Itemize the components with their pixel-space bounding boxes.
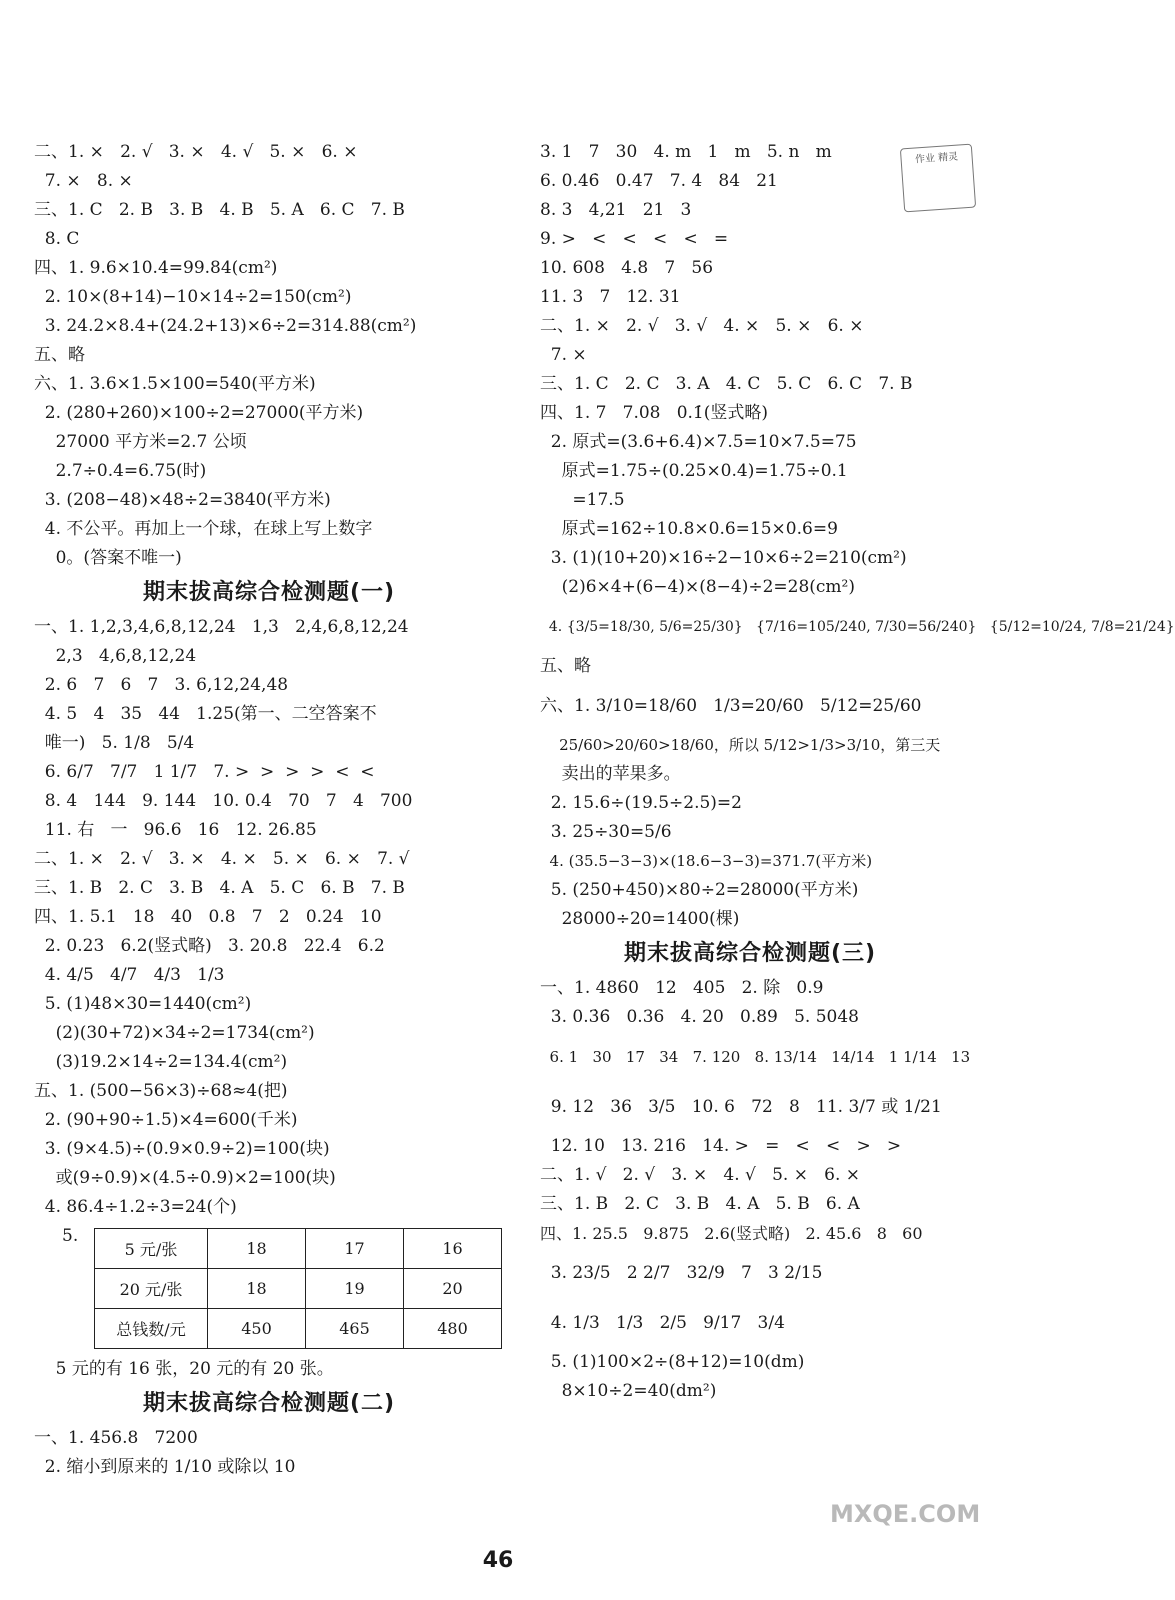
table-cell: 18 bbox=[208, 1229, 306, 1269]
answer-line: 三、1. B 2. C 3. B 4. A 5. B 6. A bbox=[540, 1194, 860, 1214]
answer-line: 12. 10 13. 216 14. > = < < > > bbox=[540, 1136, 902, 1156]
section-heading-1: 期末拔高综合检测题(一) bbox=[142, 580, 396, 605]
table-row bbox=[95, 1309, 502, 1349]
answer-line: 三、1. C 2. C 3. A 4. C 5. C 6. C 7. B bbox=[540, 374, 913, 394]
answer-line: 三、1. C 2. B 3. B 4. B 5. A 6. C 7. B bbox=[34, 200, 405, 220]
answer-line: 3. (1)(10+20)×16÷2−10×6÷2=210(cm²) bbox=[540, 548, 907, 568]
answer-line: 7. × 8. × bbox=[34, 171, 133, 191]
table-cell: 450 bbox=[208, 1309, 306, 1349]
answer-line: 3. 25÷30=5/6 bbox=[540, 822, 672, 842]
answer-line: 9. > < < < < = bbox=[540, 229, 729, 249]
answer-line: 4. 5 4 35 44 1.25(第一、二空答案不 bbox=[34, 704, 377, 724]
answer-line: 2. (90+90÷1.5)×4=600(千米) bbox=[34, 1110, 298, 1130]
page-number: 46 bbox=[482, 1548, 514, 1573]
answer-line: 一、1. 1,2,3,4,6,8,12,24 1,3 2,4,6,8,12,24 bbox=[34, 617, 409, 637]
answer-line: 11. 右 一 96.6 16 12. 26.85 bbox=[34, 820, 317, 840]
answer-line: 原式=162÷10.8×0.6=15×0.6=9 bbox=[540, 519, 838, 539]
answer-line: (2)(30+72)×34÷2=1734(cm²) bbox=[34, 1023, 315, 1043]
answer-line: 2. 15.6÷(19.5÷2.5)=2 bbox=[540, 793, 742, 813]
answer-line: 五、略 bbox=[540, 656, 591, 676]
answer-line: 9. 12 36 3/5 10. 6 72 8 11. 3/7 或 1/21 bbox=[540, 1097, 942, 1117]
answer-line: 3. 23/5 2 2/7 32/9 7 3 2/15 bbox=[540, 1263, 823, 1283]
table-cell: 16 bbox=[404, 1229, 502, 1269]
answer-line: 10. 608 4.8 7 56 bbox=[540, 258, 714, 278]
answer-line: 0。(答案不唯一) bbox=[34, 548, 182, 568]
answer-line: 8. 3 4,21 21 3 bbox=[540, 200, 692, 220]
answer-line: 三、1. B 2. C 3. B 4. A 5. C 6. B 7. B bbox=[34, 878, 405, 898]
table-cell: 20 bbox=[404, 1269, 502, 1309]
answer-line: 5. (250+450)×80÷2=28000(平方米) bbox=[540, 880, 859, 900]
watermark-logo: MXQE.COM bbox=[830, 1500, 981, 1528]
table-note: 5 元的有 16 张，20 元的有 20 张。 bbox=[34, 1359, 334, 1379]
answer-line: 3. 0.3̇6̇ 0.36 4. 20 0.89 5. 5048 bbox=[540, 1007, 859, 1027]
table-cell: 5 元/张 bbox=[95, 1229, 208, 1269]
answer-line: 28000÷20=1400(棵) bbox=[540, 909, 740, 929]
answer-line: 2. 缩小到原来的 1/10 或除以 10 bbox=[34, 1457, 296, 1477]
answer-line: 4. {3/5=18/30, 5/6=25/30} {7/16=105/240, 7/30=56/240} {5/12=10/24, 7/8=21/24} bbox=[540, 619, 1175, 635]
answer-line: 8. C bbox=[34, 229, 80, 249]
answer-table-row bbox=[34, 1222, 504, 1355]
table-cell: 总钱数/元 bbox=[95, 1309, 208, 1349]
answer-line: =17.5 bbox=[540, 490, 625, 510]
answer-line: 5. (1)48×30=1440(cm²) bbox=[34, 994, 252, 1014]
answer-line: 4. 4/5 4/7 4/3 1/3 bbox=[34, 965, 225, 985]
answer-line: 卖出的苹果多。 bbox=[540, 764, 681, 784]
answer-line: 8. 4 144 9. 144 10. 0.4 70 7 4 700 bbox=[34, 791, 413, 811]
answer-line: 五、略 bbox=[34, 345, 85, 365]
right-column bbox=[540, 138, 1175, 1406]
answer-line: 6. 1 30 17 34 7. 120 8. 13/14 14/14 1 1/14 13 bbox=[540, 1048, 971, 1066]
answer-line: 3. (208−48)×48÷2=3840(平方米) bbox=[34, 490, 331, 510]
answer-line: 二、1. × 2. √ 3. √ 4. × 5. × 6. × bbox=[540, 316, 864, 336]
answer-line: 二、1. √ 2. √ 3. × 4. √ 5. × 6. × bbox=[540, 1165, 861, 1185]
answer-line: 8×10÷2=40(dm²) bbox=[540, 1381, 717, 1401]
answer-line: 3. (9×4.5)÷(0.9×0.9÷2)=100(块) bbox=[34, 1139, 330, 1159]
answer-line: 二、1. × 2. √ 3. × 4. √ 5. × 6. × bbox=[34, 142, 358, 162]
stamp-logo: 作业 精灵 bbox=[900, 144, 976, 213]
answer-line: (3)19.2×14÷2=134.4(cm²) bbox=[34, 1052, 288, 1072]
answer-line: 唯一) 5. 1/8 5/4 bbox=[34, 733, 195, 753]
right-block-a bbox=[540, 138, 1175, 934]
answer-line: 2. 0.23 6.2(竖式略) 3. 20.8 22.4 6.2 bbox=[34, 936, 385, 956]
answer-line: 二、1. × 2. √ 3. × 4. × 5. × 6. × 7. √ bbox=[34, 849, 410, 869]
answer-line: 四、1. 25.5 9.875 2.6(竖式略) 2. 45.6 8 60 bbox=[540, 1224, 923, 1243]
table-row bbox=[95, 1269, 502, 1309]
answer-line: 四、1. 5.1 18 40 0.8 7 2 0.24 10 bbox=[34, 907, 382, 927]
answer-line: 六、1. 3/10=18/60 1/3=20/60 5/12=25/60 bbox=[540, 696, 922, 716]
left-block-b bbox=[34, 613, 504, 1222]
answer-line: 4. (35.5−3−3)×(18.6−3−3)=371.7(平方米) bbox=[540, 852, 873, 870]
answer-line: 或(9÷0.9)×(4.5÷0.9)×2=100(块) bbox=[34, 1168, 336, 1188]
table-cell: 480 bbox=[404, 1309, 502, 1349]
table-cell: 17 bbox=[306, 1229, 404, 1269]
left-block-a bbox=[34, 138, 504, 573]
answer-line: 五、1. (500−56×3)÷68≈4(把) bbox=[34, 1081, 288, 1101]
section-heading-3: 期末拔高综合检测题(三) bbox=[623, 941, 877, 966]
answer-line: 2. (280+260)×100÷2=27000(平方米) bbox=[34, 403, 364, 423]
answer-table bbox=[94, 1228, 502, 1349]
answer-line: 3. 1 7 30 4. m 1 m 5. n m bbox=[540, 142, 832, 162]
answer-line: 原式=1.75÷(0.25×0.4)=1.75÷0.1 bbox=[540, 461, 848, 481]
section-heading-2: 期末拔高综合检测题(二) bbox=[142, 1391, 396, 1416]
answer-line: 4. 1/3 1/3 2/5 9/17 3/4 bbox=[540, 1313, 785, 1333]
table-cell: 19 bbox=[306, 1269, 404, 1309]
left-column bbox=[34, 138, 504, 1482]
table-question-number: 5. bbox=[62, 1226, 79, 1246]
answer-line: 一、1. 4860 12 405 2. 除 0.9 bbox=[540, 978, 824, 998]
answer-line: 一、1. 456.8 7200 bbox=[34, 1428, 198, 1448]
right-block-b bbox=[540, 974, 971, 1406]
answer-line: 25/60>20/60>18/60，所以 5/12>1/3>3/10，第三天 bbox=[540, 736, 941, 754]
answer-line: 2,3 4,6,8,12,24 bbox=[34, 646, 197, 666]
answer-line: 四、1. 7 7.08 0.1̇(竖式略) bbox=[540, 403, 769, 423]
table-cell: 20 元/张 bbox=[95, 1269, 208, 1309]
answer-line: 11. 3 7 12. 31 bbox=[540, 287, 681, 307]
answer-line: 27000 平方米=2.7 公顷 bbox=[34, 432, 247, 452]
answer-line: 2. 10×(8+14)−10×14÷2=150(cm²) bbox=[34, 287, 352, 307]
answer-line: 六、1. 3.6×1.5×100=540(平方米) bbox=[34, 374, 316, 394]
answer-line: 2. 6 7 6 7 3. 6,12,24,48 bbox=[34, 675, 289, 695]
answer-line: 6. 6/7 7/7 1 1/7 7. > > > > < < bbox=[34, 762, 375, 782]
answer-line: 6. 0.46̇ 0.47 7. 4 84 21 bbox=[540, 171, 778, 191]
left-block-c bbox=[34, 1424, 504, 1482]
answer-line: 7. × bbox=[540, 345, 587, 365]
answer-line: 4. 86.4÷1.2÷3=24(个) bbox=[34, 1197, 237, 1217]
answer-line: 5. (1)100×2÷(8+12)=10(dm) bbox=[540, 1352, 805, 1372]
answer-line: 3. 24.2×8.4+(24.2+13)×6÷2=314.88(cm²) bbox=[34, 316, 417, 336]
answer-line: 四、1. 9.6×10.4=99.84(cm²) bbox=[34, 258, 278, 278]
answer-line: (2)6×4+(6−4)×(8−4)÷2=28(cm²) bbox=[540, 577, 855, 597]
answer-line: 2. 原式=(3.6+6.4)×7.5=10×7.5=75 bbox=[540, 432, 857, 452]
table-cell: 18 bbox=[208, 1269, 306, 1309]
answer-line: 4. 不公平。再加上一个球，在球上写上数字 bbox=[34, 519, 373, 539]
answer-line: 2.7÷0.4=6.75(时) bbox=[34, 461, 207, 481]
table-cell: 465 bbox=[306, 1309, 404, 1349]
table-row bbox=[95, 1229, 502, 1269]
